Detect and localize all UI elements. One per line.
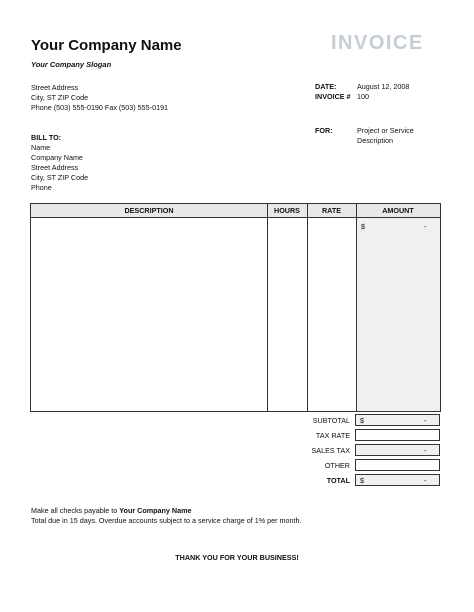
payment-terms: Total due in 15 days. Overdue accounts subject to a service charge of 1% per month. [31,516,302,525]
for-label: FOR: [315,126,333,135]
amount-column-shading [356,218,440,411]
date-value: August 12, 2008 [357,82,410,91]
bill-to-company: Company Name [31,153,83,162]
subtotal-currency: $ [360,416,364,425]
header-rate: RATE [321,206,342,215]
sales-tax-value: - [424,446,427,455]
for-value-line1: Project or Service [357,126,414,135]
header-description: DESCRIPTION [124,206,174,215]
company-city: City, ST ZIP Code [31,93,89,102]
bill-to-city: City, ST ZIP Code [31,173,89,182]
amount-value[interactable]: - [424,222,427,231]
sales-tax-label: SALES TAX [311,445,350,455]
date-label: DATE: [315,82,337,91]
checks-prefix: Make all checks payable to [31,506,120,515]
total-label: TOTAL [326,475,350,485]
tax-rate-label: TAX RATE [315,430,350,440]
other-label: OTHER [324,460,350,470]
divider-hours [267,204,268,411]
for-value-line2: Description [357,136,393,145]
subtotal-label: SUBTOTAL [312,415,350,425]
company-name: Your Company Name [31,37,182,54]
for-block [315,126,414,146]
company-slogan: Your Company Slogan [31,60,112,69]
total-box[interactable] [355,474,440,486]
invoice-number-label: INVOICE # [315,92,351,101]
bill-to [31,133,88,193]
thank-you-message: THANK YOU FOR YOUR BUSINESS! [175,553,299,562]
company-address [31,83,168,113]
bill-to-label: BILL TO: [31,133,62,142]
bill-to-street: Street Address [31,163,79,172]
invoice-number-value: 100 [357,92,369,101]
total-currency: $ [360,476,364,485]
header-hours: HOURS [274,206,300,215]
company-street: Street Address [31,83,79,92]
header-amount: AMOUNT [382,206,414,215]
subtotal-box[interactable] [355,414,440,426]
checks-payable-note [31,506,191,515]
other-box[interactable] [355,459,440,471]
divider-amount [356,204,357,411]
invoice-heading: INVOICE [331,32,424,54]
checks-company: Your Company Name [119,506,192,515]
subtotal-value: - [424,416,427,425]
line-items-table [30,203,441,412]
table-header [31,204,440,218]
divider-rate [307,204,308,411]
invoice-meta [315,82,409,102]
amount-currency[interactable]: $ [361,222,365,231]
tax-rate-box[interactable] [355,429,440,441]
bill-to-name: Name [31,143,51,152]
sales-tax-box[interactable] [355,444,440,456]
total-value: - [424,476,427,485]
totals-block [270,414,440,486]
company-phone-fax: Phone (503) 555-0190 Fax (503) 555-0191 [31,103,169,112]
bill-to-phone: Phone [31,183,52,192]
